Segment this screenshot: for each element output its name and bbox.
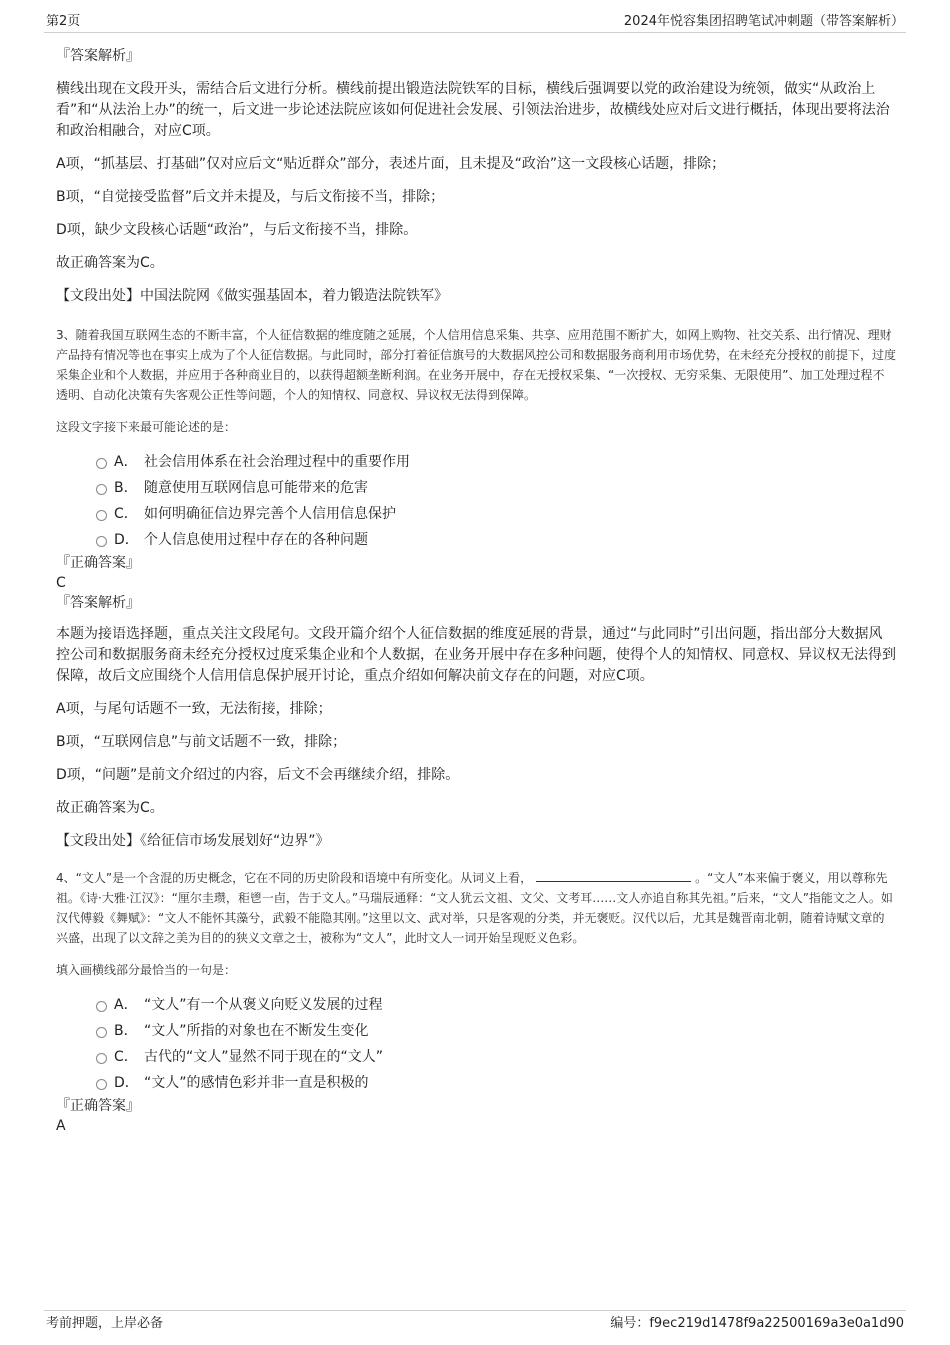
question-3-prompt: 这段文字接下来最可能论述的是： (56, 420, 237, 434)
question-4-option-c[interactable]: C． 古代的“文人”显然不同于现在的“文人” (96, 1044, 896, 1070)
document-id: 编号：f9ec219d1478f9a22500169a3e0a1d90 (610, 1316, 904, 1331)
footer-slogan: 考前押题，上岸必备 (46, 1316, 164, 1331)
question-4-option-a[interactable]: A． “文人”有一个从褒义向贬义发展的过程 (96, 992, 896, 1018)
radio-button[interactable] (96, 1001, 107, 1012)
analysis-option-a: A项，“抓基层、打基础”仅对应后文“贴近群众”部分，表述片面，且未提及“政治”这一文段核心话题，排除； (56, 156, 726, 172)
page-header (44, 12, 906, 33)
radio-button[interactable] (96, 510, 107, 521)
fill-blank (536, 869, 691, 882)
question-3-stem: 3、随着我国互联网生态的不断丰富，个人征信数据的维度随之延展，个人信用信息采集、共享、应用范围不断扩大，如网上购物、社交关系、出行情况、理财产品持有情况等也在事实上成为了个人征信数据。与此同时，部分打着征信旗号的大数据风控公司和数据服务商利用市场优势，在未经充分授权的前提下，过度采集企业和个人数据，并应用于各种商业目的，以获得超额垄断利润。在业务开展中，存在无授权采集、“一次授权、无穷采集、无限使用”、加工处理过程不透明、自动化决策有失客观公正性等问题，个人的知情权、同意权、异议权无法得到保障。 (56, 328, 897, 402)
page-footer (44, 1310, 906, 1333)
radio-button[interactable] (96, 458, 107, 469)
analysis-option-b: B项，“互联网信息”与前文话题不一致，排除； (56, 734, 347, 750)
passage-source: 【文段出处】中国法院网《做实强基固本，着力锻造法院铁军》 (56, 288, 448, 304)
question-3-option-a[interactable]: A． 社会信用体系在社会治理过程中的重要作用 (96, 449, 896, 475)
passage-source: 【文段出处】《给征信市场发展划好“边界”》 (56, 833, 330, 849)
question-4-option-d[interactable]: D． “文人”的感情色彩并非一直是积极的 (96, 1070, 896, 1096)
analysis-option-d: D项，“问题”是前文介绍过的内容，后文不会再继续介绍，排除。 (56, 767, 460, 783)
analysis-label: 『答案解析』 (56, 595, 140, 611)
radio-button[interactable] (96, 1027, 107, 1038)
analysis-text: 本题为接语选择题，重点关注文段尾句。文段开篇介绍个人征信数据的维度延展的背景，通过“与此同时”引出问题，指出部分大数据风控公司和数据服务商未经充分授权过度采集企业和个人数据，在业务开展中存在多种问题，使得个人的知情权、同意权、异议权无法得到保障，故后文应围绕个人信用信息保护展开讨论，重点介绍如何解决前文存在的问题，对应C项。 (56, 626, 896, 684)
analysis-text: 横线出现在文段开头，需结合后文进行分析。横线前提出锻造法院铁军的目标，横线后强调要以党的政治建设为统领，做实“从政治上看”和“从法治上办”的统一，后文进一步论述法院应该如何促进社会发展、引领法治进步，故横线处应对后文进行概括，体现出要将法治和政治相融合，对应C项。 (56, 81, 890, 139)
question-4-stem: 4、“文人”是一个含混的历史概念，它在不同的历史阶段和语境中有所变化。从词义上看， 。“文人”本来偏于褒义，用以尊称先祖。《诗·大雅·江汉》：“厘尔圭瓒，秬鬯一卣，告于文人。”马瑞辰通释：“文人犹云文祖、文父、文考耳……文人亦追自称其先祖。”后来，“文人”指能文之人。如汉代傅毅《舞赋》：“文人不能怀其藻兮，武毅不能隐其刚。”这里以文、武对举，只是客观的分类，并无褒贬。汉代以后，尤其是魏晋南北朝，随着诗赋文章的兴盛，出现了以文辞之美为目的的狭义文章之士，被称为“文人”，此时文人一词开始呈现贬义色彩。 (56, 871, 893, 945)
correct-answer: A (56, 1118, 66, 1134)
correct-answer-label: 『正确答案』 (56, 555, 140, 571)
radio-button[interactable] (96, 536, 107, 547)
analysis-label: 『答案解析』 (56, 48, 140, 64)
analysis-option-a: A项，与尾句话题不一致，无法衔接，排除； (56, 701, 332, 717)
question-3-option-d[interactable]: D． 个人信息使用过程中存在的各种问题 (96, 527, 896, 553)
question-3-option-b[interactable]: B． 随意使用互联网信息可能带来的危害 (96, 475, 896, 501)
radio-button[interactable] (96, 1053, 107, 1064)
page-number: 第2页 (46, 14, 81, 29)
question-3-options (96, 449, 896, 553)
analysis-option-d: D项，缺少文段核心话题“政治”，与后文衔接不当，排除。 (56, 222, 418, 238)
radio-button[interactable] (96, 1079, 107, 1090)
correct-answer-label: 『正确答案』 (56, 1098, 140, 1114)
correct-answer: C (56, 575, 66, 591)
document-body (56, 46, 896, 1136)
question-3-option-c[interactable]: C． 如何明确征信边界完善个人信用信息保护 (96, 501, 896, 527)
question-4-option-b[interactable]: B． “文人”所指的对象也在不断发生变化 (96, 1018, 896, 1044)
question-4-options (96, 992, 896, 1096)
question-4-prompt: 填入画横线部分最恰当的一句是： (56, 963, 237, 977)
radio-button[interactable] (96, 484, 107, 495)
analysis-conclusion: 故正确答案为C。 (56, 255, 164, 271)
analysis-option-b: B项，“自觉接受监督”后文并未提及，与后文衔接不当，排除； (56, 189, 445, 205)
analysis-conclusion: 故正确答案为C。 (56, 800, 164, 816)
document-title: 2024年悦容集团招聘笔试冲刺题（带答案解析） (623, 14, 904, 29)
